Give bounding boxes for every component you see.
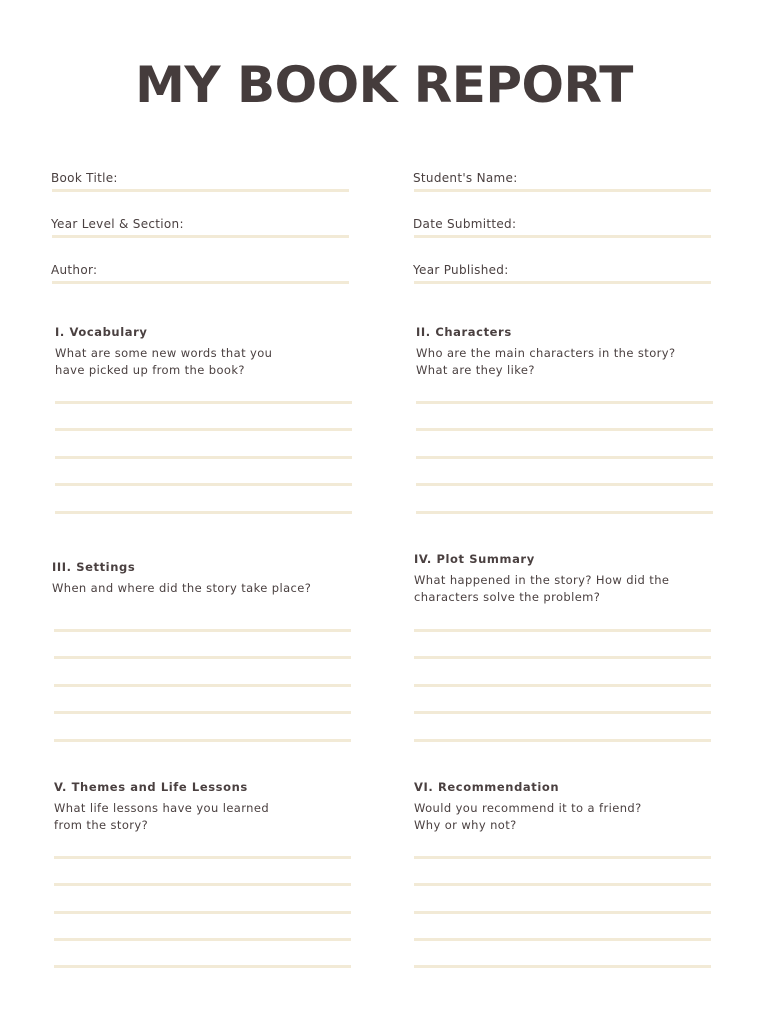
plot-summary-question — [414, 572, 714, 606]
plot-summary-section — [414, 551, 714, 606]
themes-section — [54, 779, 354, 834]
settings-title: III. Settings — [52, 560, 136, 574]
students-name-field[interactable] — [413, 170, 711, 214]
answer-line[interactable] — [414, 656, 711, 659]
vocabulary-question-line-1: What are some new words that you — [55, 346, 273, 360]
recommendation-question-line-1: Would you recommend it to a friend? — [414, 801, 642, 815]
book-title-field[interactable] — [51, 170, 349, 214]
vocabulary-question-line-2: have picked up from the book? — [55, 363, 245, 377]
answer-line[interactable] — [54, 938, 351, 941]
recommendation-question-line-2: Why or why not? — [414, 818, 517, 832]
answer-line[interactable] — [55, 401, 352, 404]
characters-title: II. Characters — [416, 325, 512, 339]
page-title: MY BOOK REPORT — [135, 56, 633, 114]
answer-line[interactable] — [54, 684, 351, 687]
answer-line[interactable] — [416, 456, 713, 459]
vocabulary-question — [55, 345, 355, 379]
characters-question-line-2: What are they like? — [416, 363, 535, 377]
recommendation-section — [414, 779, 714, 834]
settings-question-line-1: When and where did the story take place? — [52, 581, 312, 595]
year-level-section-label: Year Level & Section: — [51, 217, 184, 231]
year-published-field[interactable] — [413, 262, 711, 306]
answer-line[interactable] — [416, 483, 713, 486]
vocabulary-title: I. Vocabulary — [55, 325, 148, 339]
year-published-line[interactable] — [414, 281, 711, 284]
answer-line[interactable] — [54, 965, 351, 968]
answer-line[interactable] — [416, 511, 713, 514]
answer-line[interactable] — [55, 511, 352, 514]
characters-question — [416, 345, 716, 379]
characters-section — [416, 324, 716, 379]
answer-line[interactable] — [54, 883, 351, 886]
characters-question-line-1: Who are the main characters in the story? — [416, 346, 676, 360]
date-submitted-label: Date Submitted: — [413, 217, 517, 231]
answer-line[interactable] — [416, 401, 713, 404]
vocabulary-section — [55, 324, 355, 379]
answer-line[interactable] — [414, 911, 711, 914]
plot-summary-title: IV. Plot Summary — [414, 552, 535, 566]
year-level-section-field[interactable] — [51, 216, 349, 260]
answer-line[interactable] — [414, 711, 711, 714]
answer-line[interactable] — [54, 856, 351, 859]
answer-line[interactable] — [414, 739, 711, 742]
themes-question — [54, 800, 354, 834]
answer-line[interactable] — [54, 911, 351, 914]
answer-line[interactable] — [414, 629, 711, 632]
plot-summary-question-line-2: characters solve the problem? — [414, 590, 601, 604]
answer-line[interactable] — [414, 883, 711, 886]
date-submitted-field[interactable] — [413, 216, 711, 260]
plot-summary-question-line-1: What happened in the story? How did the — [414, 573, 670, 587]
recommendation-title: VI. Recommendation — [414, 780, 560, 794]
answer-line[interactable] — [54, 656, 351, 659]
book-title-line[interactable] — [52, 189, 349, 192]
book-title-label: Book Title: — [51, 171, 118, 185]
year-published-label: Year Published: — [413, 263, 509, 277]
themes-question-line-2: from the story? — [54, 818, 149, 832]
answer-line[interactable] — [54, 711, 351, 714]
answer-line[interactable] — [414, 938, 711, 941]
settings-section — [52, 559, 352, 597]
answer-line[interactable] — [55, 483, 352, 486]
date-submitted-line[interactable] — [414, 235, 711, 238]
students-name-line[interactable] — [414, 189, 711, 192]
recommendation-question — [414, 800, 714, 834]
answer-line[interactable] — [414, 684, 711, 687]
answer-line[interactable] — [414, 965, 711, 968]
year-level-section-line[interactable] — [52, 235, 349, 238]
answer-line[interactable] — [55, 456, 352, 459]
themes-question-line-1: What life lessons have you learned — [54, 801, 270, 815]
answer-line[interactable] — [55, 428, 352, 431]
answer-line[interactable] — [416, 428, 713, 431]
answer-line[interactable] — [414, 856, 711, 859]
settings-question — [52, 580, 352, 597]
author-line[interactable] — [52, 281, 349, 284]
author-label: Author: — [51, 263, 98, 277]
students-name-label: Student's Name: — [413, 171, 518, 185]
answer-line[interactable] — [54, 739, 351, 742]
themes-title: V. Themes and Life Lessons — [54, 780, 248, 794]
author-field[interactable] — [51, 262, 349, 306]
answer-line[interactable] — [54, 629, 351, 632]
